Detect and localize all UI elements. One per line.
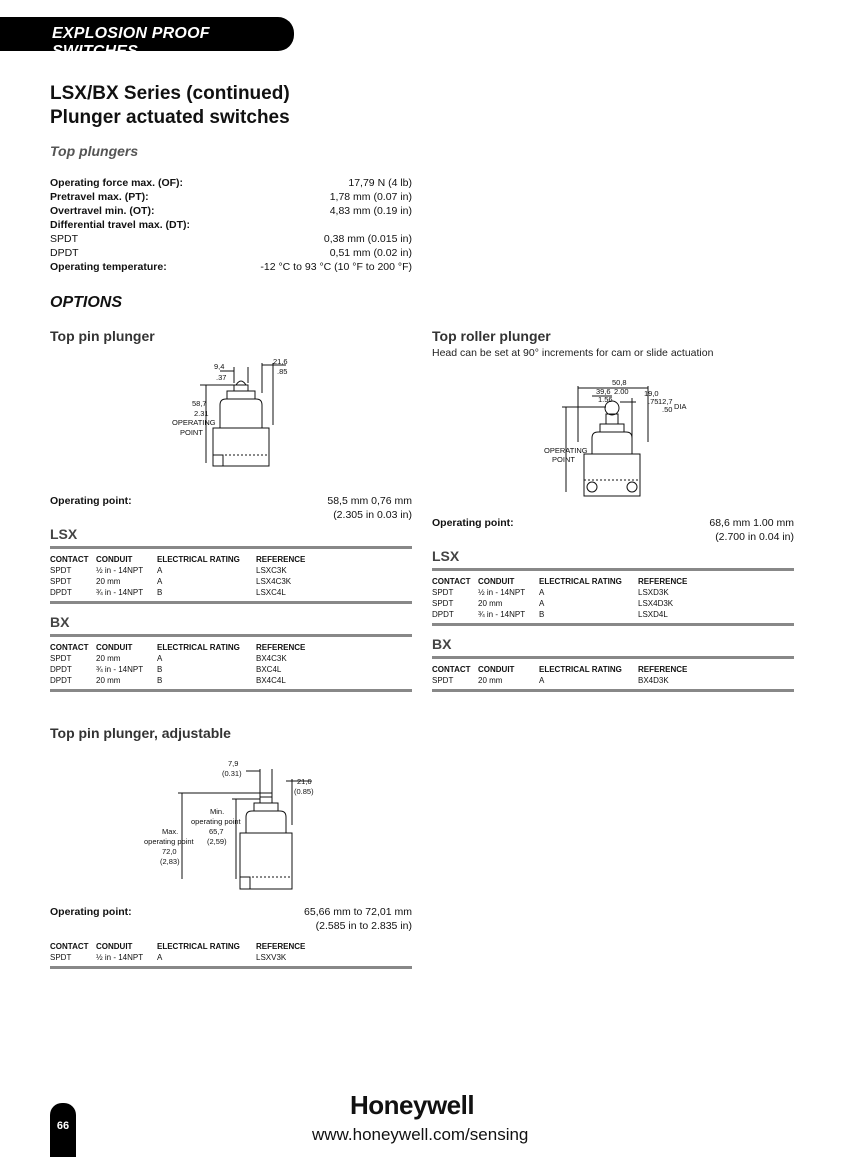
dim-text: .75 — [648, 397, 659, 406]
cell: A — [157, 953, 163, 962]
col-header: CONTACT — [432, 665, 471, 674]
title-line-1: LSX/BX Series (continued) — [50, 83, 290, 104]
col-header: ELECTRICAL RATING — [539, 665, 622, 674]
dim-text: 58,7 — [192, 399, 207, 408]
op-value-line: (2.700 in 0.04 in) — [715, 531, 794, 543]
spec-row — [50, 218, 412, 232]
cell: B — [539, 610, 545, 619]
top-pin-lsx-table — [50, 546, 412, 604]
dim-label: Min. — [210, 807, 225, 816]
table-header — [50, 941, 412, 952]
op-value-line: 58,5 mm 0,76 mm — [327, 495, 412, 507]
dim-text: 65,7 — [209, 827, 224, 836]
cell: DPDT — [432, 610, 454, 619]
cell: LSXD3K — [638, 588, 669, 597]
top-roller-heading: Top roller plunger — [432, 328, 551, 344]
spec-row — [50, 246, 412, 260]
options-heading: OPTIONS — [50, 294, 123, 311]
cell: ¾ in - 14NPT — [478, 610, 526, 619]
col-header: CONDUIT — [96, 555, 133, 564]
top-roller-lsx-heading: LSX — [432, 548, 460, 564]
col-header: CONDUIT — [96, 643, 133, 652]
cell: 20 mm — [96, 676, 121, 685]
table-row — [50, 587, 412, 598]
cell: LSXV3K — [256, 953, 287, 962]
top-roller-bx-heading: BX — [432, 636, 452, 652]
dim-label: Max. — [162, 827, 179, 836]
dim-label: operating point — [144, 837, 194, 846]
spec-label: Differential travel max. (DT): — [50, 219, 191, 231]
cell: SPDT — [432, 676, 454, 685]
spec-value: 4,83 mm (0.19 in) — [329, 205, 412, 217]
dim-text: 72,0 — [162, 847, 177, 856]
banner-text: EXPLOSION PROOF SWITCHES — [52, 25, 210, 60]
table-header — [432, 576, 794, 587]
cell: LSXC4L — [256, 588, 286, 597]
top-pin-diagram — [160, 355, 300, 470]
adjustable-diagram — [140, 755, 340, 895]
dim-text: 1.56 — [598, 395, 613, 404]
top-roller-lsx-table — [432, 568, 794, 626]
spec-label: SPDT — [50, 233, 79, 245]
page-number-tab — [50, 1103, 76, 1157]
top-roller-note: Head can be set at 90° increments for cam or slide actuation — [432, 347, 714, 359]
cell: SPDT — [50, 654, 72, 663]
spec-value: 17,79 N (4 lb) — [348, 177, 412, 189]
dim-text: 21,6 — [273, 357, 288, 366]
top-pin-heading: Top pin plunger — [50, 328, 155, 344]
cell: A — [157, 654, 163, 663]
spec-value: 1,78 mm (0.07 in) — [329, 191, 412, 203]
cell: SPDT — [50, 953, 72, 962]
table-row — [432, 675, 794, 686]
cell: ½ in - 14NPT — [478, 588, 526, 597]
cell: DPDT — [50, 676, 72, 685]
op-label: Operating point: — [432, 517, 514, 529]
subtitle: Top plungers — [50, 143, 139, 159]
spec-label: Pretravel max. (PT): — [50, 191, 149, 203]
cell: A — [539, 599, 545, 608]
op-value-line: (2.585 in to 2.835 in) — [315, 920, 412, 932]
op-value — [327, 494, 412, 522]
cell: ¾ in - 14NPT — [96, 588, 144, 597]
table-row — [50, 576, 412, 587]
op-value-line: 65,66 mm to 72,01 mm — [304, 906, 412, 918]
dim-text: (0.85) — [294, 787, 314, 796]
col-header: ELECTRICAL RATING — [157, 942, 240, 951]
dim-text: 39,6 — [596, 387, 611, 396]
dim-text: .50 — [662, 405, 673, 414]
top-pin-bx-table — [50, 634, 412, 692]
cell: BX4C3K — [256, 654, 287, 663]
dim-text: (0.31) — [222, 769, 242, 778]
spec-row — [50, 176, 412, 190]
col-header: REFERENCE — [638, 577, 688, 586]
col-header: CONDUIT — [478, 665, 515, 674]
cell: BXC4L — [256, 665, 282, 674]
cell: SPDT — [50, 566, 72, 575]
page-number: 66 — [56, 1120, 70, 1132]
col-header: CONTACT — [50, 643, 89, 652]
col-header: REFERENCE — [256, 643, 306, 652]
cell: A — [539, 588, 545, 597]
dim-label: OPERATING — [172, 418, 216, 427]
table-row — [50, 653, 412, 664]
col-header: ELECTRICAL RATING — [157, 643, 240, 652]
footer-url[interactable]: www.honeywell.com/sensing — [312, 1125, 529, 1144]
spec-value: 0,51 mm (0.02 in) — [329, 247, 412, 259]
spec-row — [50, 260, 412, 274]
col-header: REFERENCE — [256, 942, 306, 951]
cell: ½ in - 14NPT — [96, 953, 144, 962]
table-header — [432, 664, 794, 675]
table-row — [50, 675, 412, 686]
table-header — [50, 642, 412, 653]
cell: LSXC3K — [256, 566, 287, 575]
adjustable-table — [50, 936, 412, 969]
op-value — [709, 516, 794, 544]
cell: DPDT — [50, 588, 72, 597]
dim-text: 21,6 — [297, 777, 312, 786]
cell: 20 mm — [96, 577, 121, 586]
col-header: REFERENCE — [256, 555, 306, 564]
cell: LSXD4L — [638, 610, 668, 619]
col-header: CONTACT — [50, 942, 89, 951]
top-roller-bx-table — [432, 656, 794, 692]
dim-text: 2.31 — [194, 409, 209, 418]
cell: LSX4C3K — [256, 577, 292, 586]
top-roller-diagram — [540, 372, 700, 502]
col-header: ELECTRICAL RATING — [157, 555, 240, 564]
op-label: Operating point: — [50, 906, 132, 918]
spec-list — [50, 176, 412, 274]
dim-text: DIA — [674, 402, 687, 411]
col-header: REFERENCE — [638, 665, 688, 674]
adjustable-heading: Top pin plunger, adjustable — [50, 725, 231, 741]
spec-row — [50, 190, 412, 204]
dim-text: 2.00 — [614, 387, 629, 396]
cell: ¾ in - 14NPT — [96, 665, 144, 674]
op-value — [304, 905, 412, 933]
op-value-line: (2.305 in 0.03 in) — [333, 509, 412, 521]
table-row — [50, 664, 412, 675]
cell: A — [157, 566, 163, 575]
col-header: CONDUIT — [478, 577, 515, 586]
dim-label: OPERATING — [544, 446, 588, 455]
cell: BX4C4L — [256, 676, 286, 685]
col-header: CONTACT — [50, 555, 89, 564]
cell: SPDT — [432, 588, 454, 597]
cell: 20 mm — [478, 599, 503, 608]
dim-label: POINT — [180, 428, 203, 437]
dim-label: POINT — [552, 455, 575, 464]
table-row — [50, 952, 412, 963]
spec-value: 0,38 mm (0.015 in) — [323, 233, 412, 245]
spec-label: Overtravel min. (OT): — [50, 205, 155, 217]
cell: SPDT — [432, 599, 454, 608]
cell: SPDT — [50, 577, 72, 586]
dim-text: .85 — [277, 367, 288, 376]
spec-row — [50, 232, 412, 246]
spec-label: DPDT — [50, 247, 79, 259]
honeywell-logo: Honeywell — [350, 1090, 475, 1120]
cell: B — [157, 676, 163, 685]
op-value-line: 68,6 mm 1.00 mm — [709, 517, 794, 529]
dim-text: 19,0 — [644, 389, 659, 398]
cell: 20 mm — [96, 654, 121, 663]
cell: BX4D3K — [638, 676, 669, 685]
table-row — [432, 609, 794, 620]
cell: B — [157, 665, 163, 674]
dim-label: operating point — [191, 817, 241, 826]
dim-text: 7,9 — [228, 759, 239, 768]
cell: 20 mm — [478, 676, 503, 685]
section-banner — [0, 17, 294, 60]
table-row — [432, 587, 794, 598]
col-header: CONTACT — [432, 577, 471, 586]
dim-text: (2,83) — [160, 857, 180, 866]
table-header — [50, 554, 412, 565]
top-pin-lsx-heading: LSX — [50, 526, 78, 542]
spec-label: Operating force max. (OF): — [50, 177, 184, 189]
spec-label: Operating temperature: — [50, 261, 167, 273]
table-row — [50, 565, 412, 576]
cell: DPDT — [50, 665, 72, 674]
table-row — [432, 598, 794, 609]
dim-text: .37 — [216, 373, 227, 382]
page-title — [50, 82, 290, 130]
dim-text: 9,4 — [214, 362, 225, 371]
dim-text: 50,8 — [612, 378, 627, 387]
cell: B — [157, 588, 163, 597]
cell: A — [539, 676, 545, 685]
title-line-2: Plunger actuated switches — [50, 107, 290, 128]
cell: ½ in - 14NPT — [96, 566, 144, 575]
cell: A — [157, 577, 163, 586]
top-pin-bx-heading: BX — [50, 614, 70, 630]
dim-text: 12,7 — [658, 397, 673, 406]
spec-value: -12 °C to 93 °C (10 °F to 200 °F) — [260, 261, 412, 273]
col-header: CONDUIT — [96, 942, 133, 951]
cell: LSX4D3K — [638, 599, 674, 608]
col-header: ELECTRICAL RATING — [539, 577, 622, 586]
op-label: Operating point: — [50, 495, 132, 507]
dim-text: (2,59) — [207, 837, 227, 846]
spec-row — [50, 204, 412, 218]
